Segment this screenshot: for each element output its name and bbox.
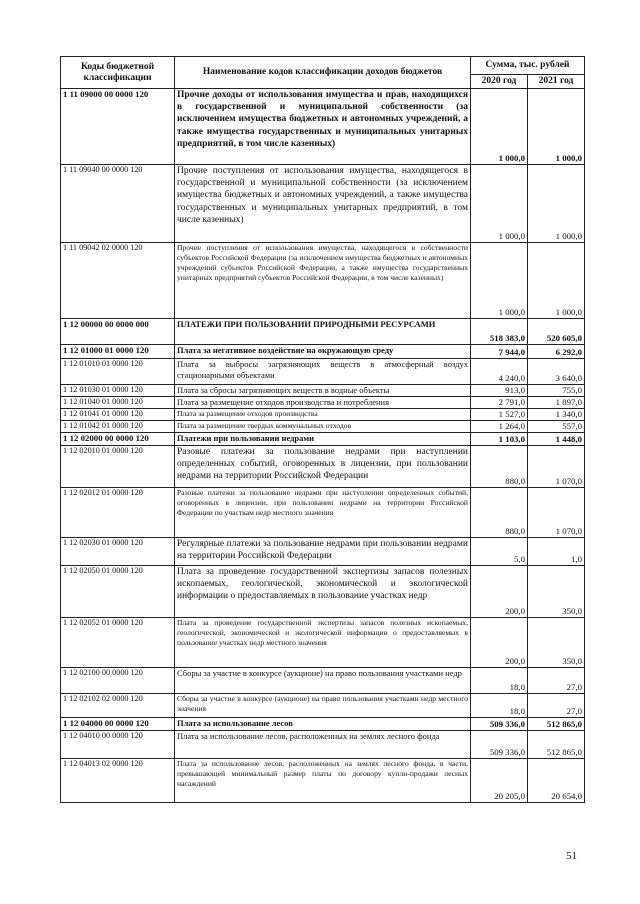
name-cell: Сборы за участие в конкурсе (аукционе) на право пользования участками недр xyxy=(175,668,471,694)
amount-2020-cell: 1 103,0 xyxy=(471,433,528,446)
amount-2021-cell: 557,0 xyxy=(528,421,585,433)
amount-2021-cell: 6 292,0 xyxy=(528,345,585,359)
code-cell: 1 11 09042 02 0000 120 xyxy=(61,243,175,319)
table-row xyxy=(61,538,585,566)
table-row xyxy=(61,759,585,803)
amount-2020-cell: 1 000,0 xyxy=(471,165,528,243)
name-cell: Плата за проведение государственной экспертизы запасов полезных ископаемых, геологической, экономической и экологической информации о предоставляемых в пользование участках недр местного значения xyxy=(175,618,471,668)
header-year-2021: 2021 год xyxy=(528,75,585,89)
name-cell: Плата за проведение государственной экспертизы запасов полезных ископаемых, геологической, экономической и экологической информации о предоставляемых в пользование участках недр xyxy=(175,566,471,618)
code-cell: 1 12 02052 01 0000 120 xyxy=(61,618,175,668)
name-cell: Платежи при пользовании недрами xyxy=(175,433,471,446)
name-cell: Плата за размещение твердых коммунальных отходов xyxy=(175,421,471,433)
amount-2020-cell: 518 383,0 xyxy=(471,319,528,345)
table-row xyxy=(61,668,585,694)
amount-2020-cell: 4 240,0 xyxy=(471,359,528,385)
code-cell: 1 12 01030 01 0000 120 xyxy=(61,385,175,397)
table-row xyxy=(61,359,585,385)
amount-2020-cell: 509 336,0 xyxy=(471,718,528,731)
name-cell: Плата за негативное воздействие на окружающую среду xyxy=(175,345,471,359)
name-cell: Прочие доходы от использования имущества и прав, находящихся в государственной и муниципальной собственности (за исключением имущества бюджетных и автономных учреждений, а также имущества государственных и муниципальных унитарных предприятий, в том числе казенных) xyxy=(175,89,471,165)
amount-2021-cell: 1 000,0 xyxy=(528,165,585,243)
amount-2021-cell: 350,0 xyxy=(528,566,585,618)
table-row xyxy=(61,731,585,759)
header-sum: Сумма, тыс. рублей xyxy=(471,57,585,75)
budget-revenue-table xyxy=(60,56,585,803)
name-cell: Прочие поступления от использования имущества, находящегося в собственности субъектов Российской Федерации (за исключением имущества бюджетных и автономных учреждений субъектов Российской Федерации, а также имущества государственных унитарных предприятий субъектов Российской Федерации, в том числе казенных) xyxy=(175,243,471,319)
code-cell: 1 12 04013 02 0000 120 xyxy=(61,759,175,803)
amount-2021-cell: 520 605,0 xyxy=(528,319,585,345)
amount-2020-cell: 200,0 xyxy=(471,566,528,618)
amount-2020-cell: 200,0 xyxy=(471,618,528,668)
name-cell: ПЛАТЕЖИ ПРИ ПОЛЬЗОВАНИИ ПРИРОДНЫМИ РЕСУРСАМИ xyxy=(175,319,471,345)
amount-2020-cell: 18,0 xyxy=(471,668,528,694)
code-cell: 1 11 09000 00 0000 120 xyxy=(61,89,175,165)
name-cell: Плата за использование лесов, расположенных на землях лесного фонда xyxy=(175,731,471,759)
name-cell: Плата за использование лесов xyxy=(175,718,471,731)
table-row xyxy=(61,385,585,397)
table-row xyxy=(61,446,585,488)
name-cell: Плата за сбросы загрязняющих веществ в водные объекты xyxy=(175,385,471,397)
code-cell: 1 12 01000 01 0000 120 xyxy=(61,345,175,359)
code-cell: 1 12 02030 01 0000 120 xyxy=(61,538,175,566)
amount-2020-cell: 1 527,0 xyxy=(471,409,528,421)
name-cell: Разовые платежи за пользование недрами при наступлении определенных событий, оговоренных в лицензии, при пользовании недрами на территории Российской Федерации xyxy=(175,446,471,488)
table-row xyxy=(61,433,585,446)
amount-2020-cell: 7 944,0 xyxy=(471,345,528,359)
table-row xyxy=(61,397,585,409)
code-cell: 1 12 04000 00 0000 120 xyxy=(61,718,175,731)
name-cell: Прочие поступления от использования имущества, находящегося в государственной и муниципальной собственности (за исключением имущества бюджетных и автономных учреждений, а также имущества государственных и муниципальных унитарных предприятий, в том числе казенных) xyxy=(175,165,471,243)
amount-2020-cell: 18,0 xyxy=(471,694,528,718)
amount-2021-cell: 755,0 xyxy=(528,385,585,397)
table-row xyxy=(61,421,585,433)
name-cell: Плата за выбросы загрязняющих веществ в атмосферный воздух стационарными объектами xyxy=(175,359,471,385)
amount-2020-cell: 509 336,0 xyxy=(471,731,528,759)
table-row xyxy=(61,618,585,668)
amount-2021-cell: 512 865,0 xyxy=(528,718,585,731)
code-cell: 1 12 02100 00 0000 120 xyxy=(61,668,175,694)
name-cell: Регулярные платежи за пользование недрами при пользовании недрами на территории Российской Федерации xyxy=(175,538,471,566)
table-row xyxy=(61,409,585,421)
amount-2021-cell: 512 865,0 xyxy=(528,731,585,759)
code-cell: 1 12 02012 01 0000 120 xyxy=(61,488,175,538)
amount-2020-cell: 2 791,0 xyxy=(471,397,528,409)
header-year-2020: 2020 год xyxy=(471,75,528,89)
code-cell: 1 12 02102 02 0000 120 xyxy=(61,694,175,718)
table-row xyxy=(61,718,585,731)
amount-2021-cell: 1 000,0 xyxy=(528,89,585,165)
amount-2021-cell: 1 070,0 xyxy=(528,446,585,488)
table-row xyxy=(61,345,585,359)
amount-2021-cell: 1 448,0 xyxy=(528,433,585,446)
code-cell: 1 12 02050 01 0000 120 xyxy=(61,566,175,618)
name-cell: Плата за размещение отходов производства и потребления xyxy=(175,397,471,409)
amount-2020-cell: 880,0 xyxy=(471,446,528,488)
code-cell: 1 12 04010 00 0000 120 xyxy=(61,731,175,759)
amount-2020-cell: 1 000,0 xyxy=(471,243,528,319)
code-cell: 1 12 01041 01 0000 120 xyxy=(61,409,175,421)
header-name: Наименование кодов классификации доходов бюджетов xyxy=(175,57,471,89)
code-cell: 1 12 02000 00 0000 120 xyxy=(61,433,175,446)
code-cell: 1 12 01042 01 0000 120 xyxy=(61,421,175,433)
name-cell: Плата за использование лесов, расположенных на землях лесного фонда, в части, превышающей минимальный размер платы по договору купли-продажи лесных насаждений xyxy=(175,759,471,803)
amount-2020-cell: 5,0 xyxy=(471,538,528,566)
amount-2021-cell: 27,0 xyxy=(528,668,585,694)
table-row xyxy=(61,566,585,618)
budget-table-page xyxy=(60,56,584,803)
amount-2021-cell: 1 070,0 xyxy=(528,488,585,538)
name-cell: Плата за размещение отходов производства xyxy=(175,409,471,421)
amount-2021-cell: 1,0 xyxy=(528,538,585,566)
table-row xyxy=(61,89,585,165)
amount-2021-cell: 350,0 xyxy=(528,618,585,668)
name-cell: Разовые платежи за пользование недрами при наступлении определенных событий, оговоренных в лицензии, при пользовании недрами на территории Российской Федерации по участкам недр местного значения xyxy=(175,488,471,538)
amount-2020-cell: 880,0 xyxy=(471,488,528,538)
table-row xyxy=(61,243,585,319)
name-cell: Сборы за участие в конкурсе (аукционе) на право пользования участками недр местного значения xyxy=(175,694,471,718)
code-cell: 1 12 01010 01 0000 120 xyxy=(61,359,175,385)
amount-2021-cell: 27,0 xyxy=(528,694,585,718)
code-cell: 1 12 00000 00 0000 000 xyxy=(61,319,175,345)
table-row xyxy=(61,319,585,345)
amount-2020-cell: 20 205,0 xyxy=(471,759,528,803)
code-cell: 1 12 01040 01 0000 120 xyxy=(61,397,175,409)
amount-2021-cell: 1 340,0 xyxy=(528,409,585,421)
amount-2020-cell: 913,0 xyxy=(471,385,528,397)
code-cell: 1 11 09040 00 0000 120 xyxy=(61,165,175,243)
page-number: 51 xyxy=(566,850,577,862)
table-row xyxy=(61,694,585,718)
amount-2021-cell: 1 000,0 xyxy=(528,243,585,319)
code-cell: 1 12 02010 01 0000 120 xyxy=(61,446,175,488)
header-codes: Коды бюджетной классификации xyxy=(61,57,175,89)
table-row xyxy=(61,488,585,538)
amount-2021-cell: 20 654,0 xyxy=(528,759,585,803)
amount-2021-cell: 1 897,0 xyxy=(528,397,585,409)
amount-2020-cell: 1 264,0 xyxy=(471,421,528,433)
amount-2020-cell: 1 000,0 xyxy=(471,89,528,165)
amount-2021-cell: 3 640,0 xyxy=(528,359,585,385)
table-row xyxy=(61,165,585,243)
